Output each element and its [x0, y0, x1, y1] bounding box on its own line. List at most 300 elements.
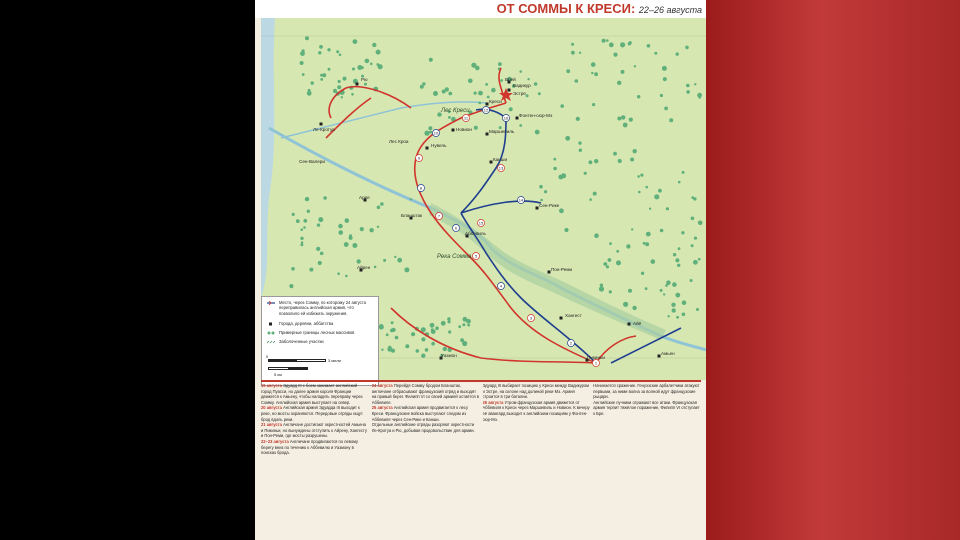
- scale-bar: [266, 354, 356, 382]
- paragraph: [261, 439, 369, 456]
- forest-dot: [603, 262, 607, 266]
- forest-dot: [509, 107, 513, 111]
- forest-dot: [686, 90, 690, 94]
- forest-dot: [336, 50, 339, 53]
- forest-dot: [404, 267, 409, 272]
- forest-dot: [617, 81, 621, 85]
- forest-dot: [425, 348, 429, 352]
- forest-dot: [433, 91, 438, 96]
- route-number-label: 1: [594, 360, 598, 366]
- text-column-3: [483, 383, 591, 540]
- route-number-label: 4: [499, 283, 503, 289]
- route-number-label: 16: [503, 115, 509, 121]
- forest-dot: [300, 51, 305, 56]
- forest-dot: [638, 191, 641, 194]
- forest-dot: [589, 160, 593, 164]
- paragraph-text: Английская армия Эдуарда III выходит к реке, но мосты охраняются. Передовые отряды ищут брод вдоль реки.: [261, 405, 363, 422]
- forest-dot: [623, 302, 628, 307]
- forest-dot: [666, 280, 671, 285]
- forest-dot: [478, 91, 483, 96]
- forest-dot: [462, 323, 465, 326]
- forest-dot: [575, 79, 579, 83]
- forest-dot: [676, 52, 679, 55]
- label-pikiny: Пикиньи: [587, 355, 605, 360]
- forest-dot: [616, 250, 619, 253]
- forest-dot: [410, 198, 412, 200]
- paragraph: [593, 383, 701, 400]
- forest-dot: [381, 349, 383, 351]
- forest-dot: [649, 208, 651, 210]
- title-dates: 22–26 августа: [638, 5, 702, 15]
- forest-dot: [613, 152, 617, 156]
- forest-dot: [693, 260, 698, 265]
- forest-dot: [566, 69, 570, 73]
- forest-dot: [651, 259, 656, 264]
- forest-dot: [669, 118, 673, 122]
- forest-dot: [606, 265, 609, 268]
- forest-dot: [660, 229, 664, 233]
- forest-dot: [561, 173, 566, 178]
- town-marker: [560, 317, 563, 320]
- forest-dot: [682, 300, 687, 305]
- paragraph-text: Англичане достигают окрестностей Амьена и Пикиньи, но вынуждены отступить к Айрену, Хангесту и Пон-Реми, где мосты разрушены.: [261, 422, 367, 439]
- forest-dot: [443, 347, 447, 351]
- forest-dot: [623, 123, 628, 128]
- forest-dot: [686, 84, 690, 88]
- paragraph-text: Утром французская армия движется от Аббевиля к Креси через Маршевиль и Новион. К вечеру её авангард выходит к английским позициям у Фонтен-сюр-Мэ.: [482, 399, 590, 422]
- forest-dot: [300, 228, 303, 231]
- forest-dot: [526, 94, 529, 97]
- forest-dot: [698, 221, 703, 226]
- forest-icon: [266, 330, 276, 336]
- forest-dot: [428, 126, 432, 130]
- forest-dot: [394, 256, 396, 258]
- paragraph: [593, 400, 701, 417]
- forest-dot: [616, 260, 621, 265]
- paragraph: [261, 405, 369, 422]
- paragraph-text: Эдуард III с боем занимает английский город Пуасси, но далее армия короля Франции движется к Амьену, чтобы наладить переправу через Сомму. Английская армия выступает на север.: [261, 383, 363, 405]
- forest-dot: [421, 354, 425, 358]
- forest-dot: [682, 313, 686, 317]
- paragraph-date: 24 августа: [371, 383, 393, 388]
- label-forest-kresi: Лес Креси: [441, 108, 470, 114]
- forest-dot: [694, 83, 696, 85]
- forest-dot: [448, 116, 451, 119]
- forest-dot: [318, 217, 323, 222]
- forest-dot: [631, 228, 633, 230]
- forest-dot: [666, 207, 669, 210]
- forest-dot: [672, 282, 677, 287]
- forest-dot: [654, 52, 657, 55]
- forest-dot: [500, 79, 503, 82]
- forest-dot: [645, 242, 649, 246]
- forest-dot: [392, 328, 396, 332]
- forest-dot: [663, 77, 667, 81]
- marsh-icon: [266, 339, 276, 345]
- paragraph: [372, 383, 480, 405]
- forest-dot: [467, 324, 470, 327]
- label-rue: Рю: [361, 77, 368, 82]
- french-route-east: [461, 201, 541, 213]
- forest-dot: [301, 241, 303, 243]
- paragraph-text: Английские лучники отражают все атаки. Французская армия терпит тяжёлое поражение, Филипп VI отступает к Бре.: [593, 399, 700, 416]
- forest-dot: [681, 231, 684, 234]
- forest-dot: [376, 50, 381, 55]
- label-kresi: Креси: [489, 99, 502, 104]
- forest-dot: [579, 52, 581, 54]
- atlas-page: [255, 0, 706, 540]
- forest-dot: [474, 126, 478, 130]
- scale-bar-miles: [268, 359, 326, 362]
- forest-dot: [677, 264, 680, 267]
- forest-dot: [628, 42, 631, 45]
- narrative-text: [261, 383, 701, 540]
- forest-dot: [431, 342, 435, 346]
- text-column-1: [261, 383, 369, 540]
- forest-dot: [564, 228, 568, 232]
- forest-dot: [565, 136, 570, 141]
- forest-dot: [618, 159, 622, 163]
- forest-dot: [698, 258, 701, 261]
- forest-dot: [544, 190, 547, 193]
- forest-dot: [447, 317, 450, 320]
- forest-dot: [353, 39, 358, 44]
- paragraph-date: 21 августа: [261, 422, 282, 428]
- forest-dot: [609, 43, 614, 48]
- forest-dot: [478, 102, 481, 105]
- route-number-label: 6: [454, 225, 458, 231]
- label-abbeville: Аббевиль: [465, 231, 486, 236]
- forest-dot: [671, 303, 675, 307]
- forest-dot: [678, 181, 681, 184]
- forest-dot: [691, 196, 694, 199]
- forest-dot: [641, 272, 644, 275]
- route-number-label: 14: [518, 197, 524, 203]
- forest-dot: [654, 194, 659, 199]
- forest-dot: [694, 237, 697, 240]
- forest-dot: [660, 94, 663, 97]
- forest-dot: [534, 82, 538, 86]
- forest-dot: [305, 197, 309, 201]
- forest-dot: [344, 242, 349, 247]
- forest-dot: [609, 290, 612, 293]
- forest-dot: [640, 174, 643, 177]
- forest-dot: [527, 78, 529, 80]
- forest-dot: [591, 72, 593, 74]
- scale-zero: 0: [266, 354, 269, 359]
- forest-dot: [397, 258, 402, 263]
- forest-dot: [316, 247, 320, 251]
- forest-dot: [435, 326, 439, 330]
- paragraph-text: Эдуард III выбирает позицию у Креси между Вадикуром и Эстре, на склоне над долиной реки Мэ. Армия строится в три баталии.: [482, 383, 589, 400]
- forest-dot: [305, 36, 309, 40]
- title-text: ОТ СОММЫ К КРЕСИ:: [496, 1, 636, 16]
- forest-dot: [319, 45, 323, 49]
- forest-dot: [676, 316, 679, 319]
- forest-dot: [632, 306, 636, 310]
- section-divider: [261, 380, 701, 382]
- forest-dot: [300, 237, 303, 240]
- forest-dot: [475, 66, 480, 71]
- forest-dot: [323, 196, 327, 200]
- forest-dot: [349, 236, 353, 240]
- forest-dot: [589, 198, 592, 201]
- forest-dot: [352, 243, 357, 248]
- forest-dot: [296, 219, 300, 223]
- forest-dot: [519, 70, 522, 73]
- forest-dot: [645, 186, 648, 189]
- forest-dot: [302, 73, 305, 76]
- forest-dot: [540, 199, 543, 202]
- forest-dot: [369, 228, 373, 232]
- text-column-2: [372, 383, 480, 540]
- label-ayreng: Айрен: [357, 265, 371, 270]
- forest-dot: [289, 284, 293, 288]
- forest-dot: [675, 258, 679, 262]
- forest-dot: [303, 219, 307, 223]
- forest-dot: [318, 261, 322, 265]
- route-number-label: 2: [569, 340, 573, 346]
- label-saint-valery: Сен-Валери: [299, 159, 325, 164]
- forest-dot: [626, 244, 630, 248]
- forest-dot: [364, 83, 367, 86]
- forest-dot: [609, 242, 612, 245]
- route-number-label: 9: [417, 155, 421, 161]
- forest-dot: [637, 175, 640, 178]
- forest-dot: [357, 259, 361, 263]
- forest-dot: [303, 226, 306, 229]
- forest-dot: [291, 267, 295, 271]
- forest-dot: [411, 332, 415, 336]
- legend-ford-text: Место, через Сомму, по которому 24 августа переправилась английская армия, что позволило ей избежать окружения.: [279, 300, 366, 316]
- label-hanger: Хангест: [565, 313, 582, 318]
- town-marker: [508, 89, 511, 92]
- legend-marsh-text: Заболоченные участки: [279, 339, 324, 344]
- forest-dot: [663, 293, 665, 295]
- forest-dot: [421, 327, 426, 332]
- forest-dot: [383, 259, 386, 262]
- forest-dot: [594, 72, 598, 76]
- forest-dot: [485, 83, 488, 86]
- forest-dot: [498, 62, 502, 66]
- forest-dot: [458, 325, 461, 328]
- route-number-label: 13: [498, 165, 504, 171]
- forest-dot: [317, 223, 320, 226]
- forest-dot: [424, 131, 429, 136]
- forest-dot: [647, 44, 651, 48]
- forest-dot: [429, 131, 432, 134]
- legend-item-forest: [266, 330, 375, 336]
- forest-dot: [379, 325, 384, 330]
- forest-dot: [633, 149, 637, 153]
- label-marsheville: Маршевиль: [489, 129, 515, 134]
- town-marker: [628, 323, 631, 326]
- forest-dot: [378, 64, 383, 69]
- forest-dot: [474, 92, 477, 95]
- forest-dot: [634, 65, 636, 67]
- text-column-4: [593, 383, 701, 540]
- paragraph-date: 20 августа: [261, 405, 282, 411]
- forest-dot: [630, 158, 634, 162]
- forest-dot: [343, 77, 347, 81]
- forest-dot: [445, 87, 449, 91]
- forest-dot: [560, 104, 564, 108]
- decorative-red-strip: [706, 0, 960, 540]
- scale-km-label: 5 км: [274, 372, 282, 377]
- forest-dot: [352, 68, 355, 71]
- forest-dot: [594, 233, 599, 238]
- label-pont-remy: Пон-Реми: [551, 267, 573, 272]
- label-oiseme: Уазмон: [441, 353, 457, 358]
- forest-dot: [592, 103, 595, 106]
- forest-dot: [658, 189, 662, 193]
- forest-dot: [535, 130, 540, 135]
- forest-dot: [372, 43, 376, 47]
- forest-dot: [337, 272, 340, 275]
- paragraph: [483, 383, 591, 400]
- forest-dot: [579, 149, 582, 152]
- forest-dot: [539, 185, 543, 189]
- forest-dot: [553, 158, 556, 161]
- town-marker: [426, 147, 429, 150]
- forest-dot: [357, 65, 362, 70]
- paragraph-date: 19 августа: [261, 383, 282, 388]
- town-marker: [356, 83, 359, 86]
- forest-dot: [391, 321, 394, 324]
- forest-dot: [660, 289, 663, 292]
- forest-dot: [345, 218, 350, 223]
- paragraph-text: Английская армия продвигается к лесу Креси. Французские войска выступают следом из Аббевиля через Сен-Рике и Канши.: [371, 405, 469, 422]
- route-number-label: 8: [419, 185, 423, 191]
- forest-dot: [338, 80, 341, 83]
- paragraph: [261, 383, 369, 405]
- forest-dot: [360, 227, 364, 231]
- forest-dot: [576, 117, 580, 121]
- forest-dot: [421, 337, 425, 341]
- forest-dot: [621, 115, 625, 119]
- scale-bar-km: [268, 367, 308, 370]
- forest-dot: [468, 79, 473, 84]
- forest-dot: [646, 232, 651, 237]
- label-vadikur: Вадикур: [513, 83, 531, 88]
- scale-miles-label: 3 мили: [328, 358, 341, 363]
- forest-dot: [690, 279, 693, 282]
- forest-dot: [337, 85, 341, 89]
- forest-dot: [571, 51, 575, 55]
- forest-dot: [691, 244, 694, 247]
- route-number-label: 12: [483, 107, 489, 113]
- forest-dot: [673, 253, 676, 256]
- paragraph: [372, 405, 480, 422]
- route-number-label: 10: [433, 130, 439, 136]
- forest-dot: [617, 117, 621, 121]
- forest-dot: [665, 284, 668, 287]
- forest-dot: [307, 210, 310, 213]
- forest-dot: [698, 96, 701, 99]
- forest-dot: [395, 336, 399, 340]
- forest-dot: [691, 217, 695, 221]
- forest-dot: [620, 42, 625, 47]
- forest-dot: [448, 330, 451, 333]
- forest-dot: [662, 66, 667, 71]
- forest-dot: [487, 96, 490, 99]
- forest-dot: [608, 258, 612, 262]
- forest-dot: [339, 54, 342, 57]
- forest-dot: [462, 341, 467, 346]
- forest-dot: [584, 172, 587, 175]
- forest-dot: [675, 293, 680, 298]
- paragraph-date: 22–23 августа: [261, 438, 289, 444]
- forest-dot: [338, 224, 343, 229]
- route-number-label: 7: [437, 213, 441, 219]
- forest-dot: [365, 59, 370, 64]
- forest-dot: [667, 315, 669, 317]
- forest-dot: [320, 252, 324, 256]
- sea-area: [261, 18, 275, 298]
- forest-dot: [307, 91, 312, 96]
- label-nuvelle: Нувель: [431, 143, 447, 148]
- legend-item-ford: [266, 300, 375, 316]
- label-le-crotoy: Ле-Кротуа: [313, 127, 335, 132]
- forest-dot: [387, 347, 392, 352]
- forest-dot: [327, 48, 330, 51]
- label-fontaine: Фонтен-сюр-Мэ: [519, 113, 553, 118]
- label-forest-mark: Лес Кроа: [389, 139, 409, 144]
- forest-dot: [600, 284, 603, 287]
- legend-item-town: [266, 321, 375, 327]
- campaign-map: [261, 18, 706, 380]
- label-estre: Эстре: [513, 91, 526, 96]
- route-number-label: 15: [478, 220, 484, 226]
- forest-dot: [591, 62, 596, 67]
- forest-dot: [377, 226, 379, 228]
- label-amiens: Амьен: [661, 351, 675, 356]
- forest-dot: [345, 275, 348, 278]
- forest-dot: [420, 85, 424, 89]
- forest-dot: [559, 208, 564, 213]
- forest-dot: [300, 243, 303, 246]
- forest-dot: [685, 46, 689, 50]
- page-title: [497, 1, 702, 16]
- forest-dot: [405, 344, 409, 348]
- legend-forest-text: Примерные границы лесных массивов: [279, 330, 355, 335]
- forest-dot: [374, 266, 377, 269]
- label-saint-rike: Сен-Рике: [539, 203, 560, 208]
- forest-dot: [351, 93, 354, 96]
- paragraph: [261, 422, 369, 439]
- forest-dot: [664, 107, 668, 111]
- forest-dot: [578, 141, 581, 144]
- paragraph: [372, 422, 480, 433]
- forest-dot: [621, 70, 625, 74]
- forest-dot: [602, 39, 606, 43]
- forest-dot: [606, 39, 609, 42]
- label-kanshi: Канши: [493, 157, 508, 162]
- forest-dot: [594, 159, 598, 163]
- forest-dot: [682, 171, 685, 174]
- forest-dot: [309, 268, 313, 272]
- forest-dot: [672, 308, 676, 312]
- forest-dot: [377, 206, 381, 210]
- forest-dot: [599, 286, 604, 291]
- label-ayeu: Айё: [633, 321, 642, 326]
- forest-dot: [386, 333, 389, 336]
- forest-dot: [696, 308, 699, 311]
- forest-dot: [637, 95, 640, 98]
- forest-dot: [629, 118, 633, 122]
- town-marker: [452, 129, 455, 132]
- label-novion: Новион: [456, 127, 472, 132]
